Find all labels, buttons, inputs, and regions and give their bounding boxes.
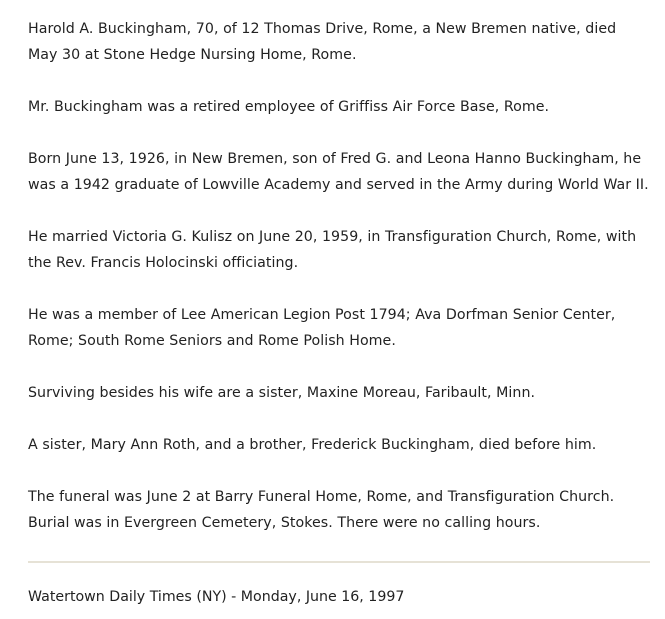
paragraph-employment: Mr. Buckingham was a retired employee of Griffiss Air Force Base, Rome.: [28, 99, 550, 115]
source-citation: Watertown Daily Times (NY) - Monday, June 16, 1997: [28, 589, 405, 605]
paragraph-marriage: He married Victoria G. Kulisz on June 20, 1959, in Transfiguration Church, Rome, with the Rev. Francis Holocinski officiating.: [28, 229, 637, 271]
paragraph-funeral: The funeral was June 2 at Barry Funeral Home, Rome, and Transfiguration Church. Burial was in Evergreen Cemetery, Stokes. There were no calling hours.: [28, 489, 615, 531]
paragraph-memberships: He was a member of Lee American Legion Post 1794; Ava Dorfman Senior Center, Rome; South Rome Seniors and Rome Polish Home.: [28, 307, 616, 349]
obituary-article: [28, 16, 650, 562]
paragraph-predeceased: A sister, Mary Ann Roth, and a brother, Frederick Buckingham, died before him.: [28, 437, 597, 453]
paragraph-survivors: Surviving besides his wife are a sister, Maxine Moreau, Faribault, Minn.: [28, 385, 536, 401]
paragraph-death-notice: Harold A. Buckingham, 70, of 12 Thomas Drive, Rome, a New Bremen native, died May 30 at Stone Hedge Nursing Home, Rome.: [28, 21, 617, 63]
paragraph-birth-education: Born June 13, 1926, in New Bremen, son of Fred G. and Leona Hanno Buckingham, he was a 1942 graduate of Lowville Academy and served in the Army during World War II.: [28, 151, 649, 193]
section-divider: [28, 561, 650, 563]
